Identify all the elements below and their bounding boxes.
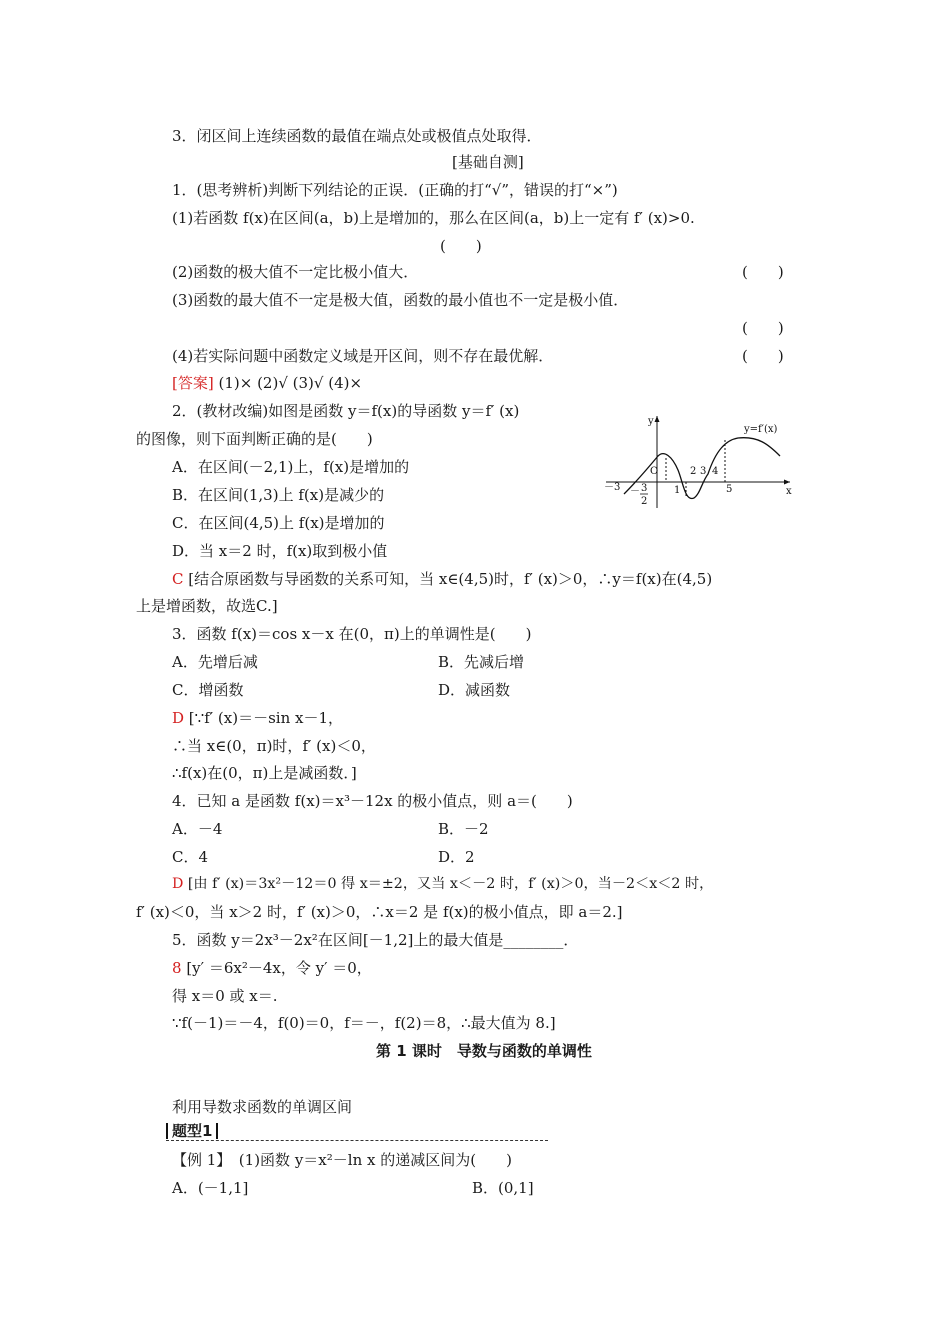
question-3: 3．函数 f(x)＝cos x－x 在(0，π)上的单调性是( ) <box>172 625 532 643</box>
divider <box>166 1140 548 1141</box>
solution-line: D [由 f′ (x)＝3x²－12＝0 得 x＝±2，又当 x＜－2 时，f′ (x)＞0，当－2＜x＜2 时， <box>172 876 714 892</box>
option-b: B．在区间(1,3)上 f(x)是减少的 <box>172 486 385 504</box>
text-line: 3．闭区间上连续函数的最值在端点处或极值点处取得． <box>172 127 542 145</box>
answer-letter: D <box>172 876 184 892</box>
option-b: B．(0,1] <box>472 1179 534 1197</box>
option-a: A．先增后减 <box>172 653 258 671</box>
graph-curve-label: y=f′(x) <box>744 424 778 435</box>
answer-blank: ( ) <box>440 237 482 255</box>
text-line: 的图像，则下面判断正确的是( ) <box>136 430 373 448</box>
option-b: B．－2 <box>438 820 489 838</box>
graph-tick: 1 <box>674 485 681 496</box>
option-c: C．4 <box>172 848 209 866</box>
graph-tick: 3 <box>641 483 648 494</box>
option-d: D．减函数 <box>438 681 511 699</box>
text-line: (1)若函数 f(x)在区间(a，b)上是增加的，那么在区间(a，b)上一定有 f′ (x)>0. <box>172 209 695 227</box>
solution-line: C [结合原函数与导函数的关系可知，当 x∈(4,5)时，f′ (x)＞0，∴y＝f(x)在(4,5) <box>172 570 713 588</box>
answer-line: [答案] (1)× (2)√ (3)√ (4)× <box>172 374 363 392</box>
text-line: ∵f(－1)＝－4，f(0)＝0，f＝－，f(2)＝8，∴最大值为 8.] <box>172 1014 556 1032</box>
graph-tick: 3 <box>700 466 707 477</box>
text-line: (2)函数的极大值不一定比极小值大． <box>172 263 419 281</box>
question-5: 5．函数 y＝2x³－2x²在区间[－1,2]上的最大值是________． <box>172 931 579 949</box>
graph-tick: 5 <box>726 484 733 495</box>
graph-tick: 4 <box>712 466 719 477</box>
example-1: 【例 1】 (1)函数 y＝x²－ln x 的递减区间为( ) <box>172 1151 512 1169</box>
text-line: 得 x＝0 或 x＝. <box>172 987 278 1005</box>
option-a: A．(－1,1] <box>172 1179 249 1197</box>
answer-blank: ( ) <box>742 263 784 281</box>
graph-ylabel: y <box>648 416 654 427</box>
graph-tick: 2 <box>690 466 697 477</box>
option-d: D．当 x＝2 时，f(x)取到极小值 <box>172 542 388 560</box>
option-d: D．2 <box>438 848 475 866</box>
solution-line: 8 [y′ ＝6x²－4x，令 y′ ＝0， <box>172 959 372 977</box>
option-b: B．先减后增 <box>438 653 525 671</box>
text-line: (4)若实际问题中函数定义域是开区间，则不存在最优解． <box>172 347 554 365</box>
question-1: 1．(思考辨析)判断下列结论的正误．(正确的打“√”，错误的打“×”) <box>172 181 618 199</box>
graph-xlabel: x <box>786 486 792 497</box>
answer-blank: ( ) <box>742 319 784 337</box>
answer-letter: D <box>172 709 185 727</box>
answer-letter: C <box>172 570 184 588</box>
graph-tick: －3 <box>604 482 621 493</box>
question-2: 2．(教材改编)如图是函数 y＝f(x)的导函数 y＝f′ (x) <box>172 402 520 420</box>
text-line: f′ (x)＜0，当 x＞2 时，f′ (x)＞0，∴x＝2 是 f(x)的极小值点，即 a＝2.] <box>136 903 623 921</box>
answer-letter: 8 <box>172 959 182 977</box>
answer-blank: ( ) <box>742 347 784 365</box>
option-c: C．在区间(4,5)上 f(x)是增加的 <box>172 514 385 532</box>
text-line: (3)函数的最大值不一定是极大值，函数的最小值也不一定是极小值． <box>172 291 629 309</box>
text-line: ∴当 x∈(0，π)时，f′ (x)＜0， <box>172 737 376 755</box>
question-type-tag: 题型1 <box>166 1123 218 1139</box>
answer-label: [答案] <box>172 374 214 392</box>
solution-line: D [∵f′ (x)＝－sin x－1， <box>172 709 344 727</box>
graph-tick: 2 <box>641 496 648 507</box>
derivative-graph <box>598 410 798 510</box>
topic-heading: 利用导数求函数的单调区间 <box>172 1098 353 1116</box>
graph-tick: － <box>630 486 640 497</box>
section-heading: [基础自测] <box>452 153 524 171</box>
graph-origin: O <box>650 466 659 477</box>
text-line: 上是增函数，故选C.] <box>136 597 278 615</box>
option-c: C．增函数 <box>172 681 244 699</box>
option-a: A．在区间(－2,1)上，f(x)是增加的 <box>172 458 410 476</box>
question-4: 4．已知 a 是函数 f(x)＝x³－12x 的极小值点，则 a＝( ) <box>172 792 573 810</box>
option-a: A．－4 <box>172 820 223 838</box>
lesson-title: 第 1 课时 导数与函数的单调性 <box>376 1042 592 1060</box>
text-line: ∴f(x)在(0，π)上是减函数．] <box>172 764 357 782</box>
